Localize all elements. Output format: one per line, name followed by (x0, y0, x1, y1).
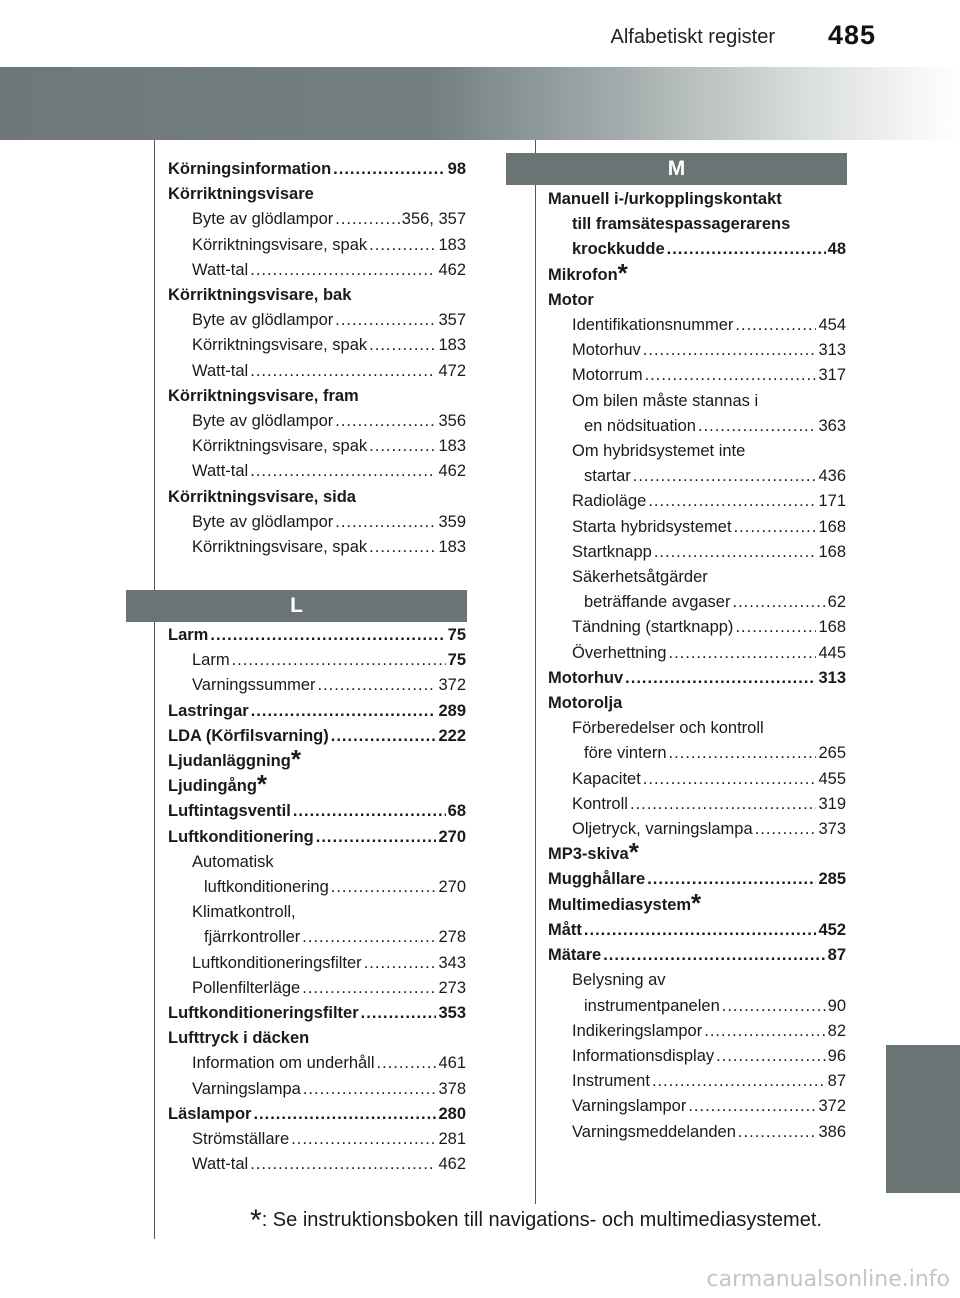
entry-term: Motor (548, 290, 594, 309)
entry-page-number: 270 (438, 827, 466, 846)
entry-term: Motorrum (572, 366, 643, 385)
index-entry (548, 414, 846, 439)
entry-page-number: 462 (438, 462, 466, 481)
index-entry (168, 258, 466, 283)
entry-term: Automatisk (192, 852, 274, 871)
footnote-text: : Se instruktionsboken till navigations- och multimediasystemet. (261, 1209, 822, 1231)
entry-page-number: 289 (438, 701, 466, 720)
entry-term: Multimediasystem (548, 895, 692, 914)
dot-leader (335, 308, 436, 333)
entry-page-number: 87 (827, 946, 846, 965)
dot-leader (722, 994, 826, 1019)
index-entry (168, 875, 466, 900)
entry-page-number: 171 (818, 492, 846, 511)
entry-page-number: 363 (818, 416, 846, 435)
index-entry (548, 792, 846, 817)
dot-leader (633, 464, 817, 489)
entry-term: Om hybridsystemet inte (572, 442, 746, 461)
entry-term: Strömställare (192, 1130, 290, 1149)
index-entry (548, 666, 846, 691)
entry-term: MP3-skiva (548, 845, 629, 864)
entry-page-number: 96 (827, 1046, 846, 1065)
entry-term: Varningsmeddelanden (572, 1122, 736, 1141)
entry-page-number: 168 (818, 517, 846, 536)
entry-term: Förberedelser och kontroll (572, 719, 764, 738)
dot-leader (331, 724, 437, 749)
entry-term: instrumentpanelen (584, 996, 720, 1015)
dot-leader (645, 363, 817, 388)
entry-term: Pollenfilterläge (192, 978, 301, 997)
entry-page-number: 98 (447, 160, 466, 178)
entry-term: Kontroll (572, 794, 628, 813)
entry-page-number: 183 (438, 437, 466, 456)
index-entry (168, 308, 466, 333)
dot-leader (667, 237, 826, 262)
dot-leader (361, 1001, 437, 1026)
index-entry (168, 535, 466, 560)
dot-leader (331, 875, 437, 900)
entry-page-number: 378 (438, 1079, 466, 1098)
dot-leader (735, 615, 816, 640)
index-entry (548, 691, 846, 716)
column-divider-left (154, 140, 155, 1239)
entry-term: Ljudingång (168, 777, 257, 796)
entry-page-number: 357 (438, 311, 466, 330)
entry-term: Byte av glödlampor (192, 512, 334, 531)
index-entry (168, 1077, 466, 1102)
index-entry: Ljudanläggning * (168, 744, 301, 775)
index-entry (548, 716, 846, 741)
index-entry (168, 1051, 466, 1076)
entry-term: Mikrofon (548, 265, 618, 284)
dot-leader (698, 414, 817, 439)
footnote-star: * (250, 1204, 262, 1237)
index-entry (168, 825, 466, 850)
index-entry (168, 1026, 466, 1051)
entry-term: Överhettning (572, 643, 667, 662)
entry-page-number: 372 (818, 1097, 846, 1116)
entry-term: Körriktningsvisare, bak (168, 286, 352, 305)
entry-term: Om bilen måste stannas i (572, 391, 759, 410)
dot-leader (251, 699, 437, 724)
watermark: carmanualsonline.info (706, 1267, 950, 1292)
entry-term: Manuell i-/urkopplingskontakt (548, 190, 782, 208)
entry-term: Mätare (548, 946, 602, 965)
dot-leader (302, 925, 436, 950)
entry-page-number: 353 (438, 1004, 466, 1023)
entry-term: en nödsituation (584, 416, 696, 435)
index-entry (548, 1120, 846, 1145)
entry-term: Indikeringslampor (572, 1021, 703, 1040)
entry-page-number: 183 (438, 235, 466, 254)
entry-term: Varningslampor (572, 1097, 687, 1116)
entry-term: Oljetryck, varningslampa (572, 820, 753, 839)
dot-leader (333, 157, 445, 182)
entry-term: Instrument (572, 1072, 650, 1091)
entry-term: före vintern (584, 744, 667, 763)
index-entry (548, 237, 846, 262)
dot-leader (369, 434, 436, 459)
index-entry: MP3-skiva * (548, 837, 639, 868)
index-entry (548, 1069, 846, 1094)
index-entry (548, 540, 846, 565)
index-entry (168, 434, 466, 459)
index-entry (168, 1127, 466, 1152)
footnote (250, 1200, 822, 1237)
index-entry (548, 489, 846, 514)
entry-page-number: 90 (827, 996, 846, 1015)
index-entry (168, 925, 466, 950)
dot-leader (630, 792, 817, 817)
dot-leader (716, 1044, 825, 1069)
entry-term: Körriktningsvisare, spak (192, 235, 368, 254)
index-entry (548, 968, 846, 993)
entry-term: luftkonditionering (204, 878, 329, 897)
index-entry (168, 673, 466, 698)
entry-term: Varningslampa (192, 1079, 301, 1098)
dot-leader (364, 951, 437, 976)
dot-leader (738, 1120, 817, 1145)
index-entry (168, 799, 466, 824)
dot-leader (643, 767, 817, 792)
entry-page-number: 372 (438, 676, 466, 695)
entry-page-number: 168 (818, 542, 846, 561)
entry-term: Byte av glödlampor (192, 311, 334, 330)
entry-term: Motorhuv (572, 341, 641, 360)
dot-leader (688, 1094, 816, 1119)
entry-page-number: 183 (438, 336, 466, 355)
entry-term: Identifikationsnummer (572, 316, 734, 335)
dot-leader (253, 1102, 436, 1127)
section-header-m: M (506, 153, 847, 185)
index-entry (548, 1094, 846, 1119)
entry-term: Byte av glödlampor (192, 412, 334, 431)
index-entry (548, 1019, 846, 1044)
index-entry (168, 1001, 466, 1026)
entry-term: krockkudde (572, 240, 665, 259)
index-entry (168, 459, 466, 484)
index-entry (548, 767, 846, 792)
entry-page-number: 461 (438, 1054, 466, 1073)
index-entry (168, 648, 466, 673)
entry-term: Watt-tal (192, 361, 249, 380)
entry-page-number: 319 (818, 794, 846, 813)
dot-leader (302, 976, 436, 1001)
entry-term: Watt-tal (192, 462, 249, 481)
index-column-left-l (168, 623, 466, 1177)
entry-term: Läslampor (168, 1104, 252, 1123)
entry-page-number: 454 (818, 316, 846, 335)
entry-term: Luftintagsventil (168, 802, 291, 821)
dot-leader (668, 641, 816, 666)
entry-term: Motorhuv (548, 668, 624, 687)
entry-term: Luftkonditioneringsfilter (168, 1004, 359, 1023)
entry-page-number: 313 (818, 668, 846, 687)
entry-page-number: 183 (438, 538, 466, 557)
dot-leader (654, 540, 817, 565)
dot-leader (734, 515, 817, 540)
dot-leader (377, 1051, 437, 1076)
entry-term: Belysning av (572, 971, 666, 990)
entry-page-number: 445 (818, 643, 846, 662)
dot-leader (316, 825, 437, 850)
entry-term: Radioläge (572, 492, 647, 511)
dot-leader (250, 1152, 436, 1177)
index-entry (168, 900, 466, 925)
index-entry (548, 817, 846, 842)
index-entry (548, 615, 846, 640)
entry-term: Varningssummer (192, 676, 316, 695)
entry-page-number: 265 (818, 744, 846, 763)
dot-leader (317, 673, 436, 698)
index-entry (168, 510, 466, 535)
entry-page-number: 68 (447, 802, 466, 821)
index-entry (548, 918, 846, 943)
dot-leader (625, 666, 816, 691)
entry-page-number: 343 (438, 953, 466, 972)
entry-term: beträffande avgaser (584, 593, 731, 612)
entry-term: Körningsinformation (168, 160, 332, 178)
header-band (0, 67, 960, 140)
entry-term: Körriktningsvisare, spak (192, 336, 368, 355)
entry-page-number: 75 (447, 651, 466, 670)
entry-term: Luftkonditioneringsfilter (192, 953, 362, 972)
dot-leader (250, 359, 436, 384)
entry-page-number: 386 (818, 1122, 846, 1141)
entry-term: Lufttryck i däcken (168, 1029, 310, 1048)
index-entry (548, 288, 846, 313)
entry-term: Watt-tal (192, 1155, 249, 1174)
entry-page-number: 168 (818, 618, 846, 637)
dot-leader (643, 338, 817, 363)
entry-term: startar (584, 467, 631, 486)
index-entry (548, 363, 846, 388)
entry-term: Information om underhåll (192, 1054, 375, 1073)
entry-term: Kapacitet (572, 769, 641, 788)
dot-leader (232, 648, 446, 673)
index-entry (548, 994, 846, 1019)
entry-page-number: 373 (818, 820, 846, 839)
page-number: 485 (827, 20, 876, 50)
index-entry (168, 182, 466, 207)
page-title: Alfabetiskt register (610, 26, 775, 48)
index-entry (168, 623, 466, 648)
index-entry (168, 384, 466, 409)
index-entry (168, 951, 466, 976)
entry-page-number: 436 (818, 467, 846, 486)
entry-page-number: 278 (438, 928, 466, 947)
dot-leader (335, 409, 436, 434)
index-entry (168, 283, 466, 308)
entry-term: LDA (Körfilsvarning) (168, 726, 329, 745)
index-entry (548, 212, 846, 237)
dot-leader (735, 313, 816, 338)
dot-leader (369, 333, 436, 358)
entry-page-number: 462 (438, 260, 466, 279)
index-entry: Mikrofon * (548, 257, 628, 288)
entry-page-number: 75 (447, 626, 466, 644)
index-entry: Multimediasystem * (548, 887, 702, 918)
index-entry (168, 359, 466, 384)
index-entry (548, 943, 846, 968)
index-entry (168, 233, 466, 258)
section-header-l: L (126, 590, 467, 622)
dot-leader (732, 590, 825, 615)
entry-term: Informationsdisplay (572, 1046, 715, 1065)
index-entry (548, 641, 846, 666)
dot-leader (303, 1077, 437, 1102)
dot-leader (755, 817, 817, 842)
index-entry (548, 187, 846, 212)
column-divider-middle (535, 140, 536, 1204)
index-entry (548, 515, 846, 540)
entry-term: Larm (192, 651, 230, 670)
entry-term: Tändning (startknapp) (572, 618, 734, 637)
index-entry: Ljudingång * (168, 769, 268, 800)
index-entry (168, 157, 466, 182)
index-entry (548, 338, 846, 363)
entry-page-number: 82 (827, 1021, 846, 1040)
index-entry (168, 699, 466, 724)
index-column-left-top (168, 157, 466, 560)
entry-page-number: 462 (438, 1155, 466, 1174)
index-entry (168, 1102, 466, 1127)
entry-term: Säkerhetsåtgärder (572, 568, 708, 587)
entry-term: Körriktningsvisare, sida (168, 487, 356, 506)
entry-term: Startknapp (572, 542, 652, 561)
dot-leader (647, 867, 816, 892)
index-column-right-m (548, 187, 846, 1145)
dot-leader (293, 799, 446, 824)
entry-term: Körriktningsvisare, spak (192, 437, 368, 456)
entry-page-number: 280 (438, 1104, 466, 1123)
dot-leader (669, 741, 817, 766)
dot-leader (704, 1019, 825, 1044)
entry-term: Larm (168, 626, 209, 644)
entry-page-number: 285 (818, 870, 846, 889)
index-entry (548, 590, 846, 615)
index-entry (548, 313, 846, 338)
dot-leader (369, 535, 436, 560)
entry-page-number: 472 (438, 361, 466, 380)
dot-leader (335, 510, 436, 535)
entry-page-number: 452 (818, 920, 846, 939)
entry-term: Körriktningsvisare, fram (168, 386, 359, 405)
index-entry (548, 741, 846, 766)
index-entry (168, 724, 466, 749)
entry-page-number: 359 (438, 512, 466, 531)
entry-term: Körriktningsvisare (168, 185, 314, 204)
dot-leader (648, 489, 816, 514)
index-entry (548, 439, 846, 464)
index-entry (168, 207, 466, 232)
entry-term: Luftkonditionering (168, 827, 314, 846)
dot-leader (652, 1069, 826, 1094)
entry-term: Starta hybridsystemet (572, 517, 732, 536)
entry-term: Lastringar (168, 701, 249, 720)
index-entry (548, 464, 846, 489)
entry-term: Motorolja (548, 694, 623, 713)
index-entry (168, 976, 466, 1001)
dot-leader (369, 233, 436, 258)
entry-term: Körriktningsvisare, spak (192, 538, 368, 557)
index-entry (168, 850, 466, 875)
entry-page-number: 222 (438, 726, 466, 745)
entry-term: Watt-tal (192, 260, 249, 279)
dot-leader (250, 459, 436, 484)
dot-leader (291, 1127, 436, 1152)
index-entry (168, 485, 466, 510)
entry-page-number: 317 (818, 366, 846, 385)
entry-page-number: 356 (438, 412, 466, 431)
entry-term: Klimatkontroll, (192, 903, 296, 922)
index-entry (548, 565, 846, 590)
entry-term: Mått (548, 920, 582, 939)
entry-term: Ljudanläggning (168, 752, 291, 771)
index-entry (168, 1152, 466, 1177)
index-entry (548, 1044, 846, 1069)
entry-term: Byte av glödlampor (192, 210, 334, 229)
index-entry (168, 409, 466, 434)
entry-page-number: 356, 357 (401, 210, 466, 229)
entry-page-number: 48 (827, 240, 846, 259)
entry-page-number: 270 (438, 878, 466, 897)
index-entry (548, 389, 846, 414)
entry-page-number: 62 (827, 593, 846, 612)
entry-page-number: 281 (438, 1130, 466, 1149)
entry-page-number: 273 (438, 978, 466, 997)
dot-leader (584, 918, 817, 943)
entry-page-number: 455 (818, 769, 846, 788)
dot-leader (603, 943, 825, 968)
entry-term: till framsätespassagerarens (572, 215, 791, 234)
index-entry (168, 333, 466, 358)
entry-page-number: 313 (818, 341, 846, 360)
dot-leader (250, 258, 436, 283)
entry-page-number: 87 (827, 1072, 846, 1091)
index-side-tab (886, 1045, 960, 1193)
entry-term: fjärrkontroller (204, 928, 301, 947)
dot-leader (335, 207, 400, 232)
dot-leader (210, 623, 445, 648)
entry-term: Mugghållare (548, 870, 646, 889)
